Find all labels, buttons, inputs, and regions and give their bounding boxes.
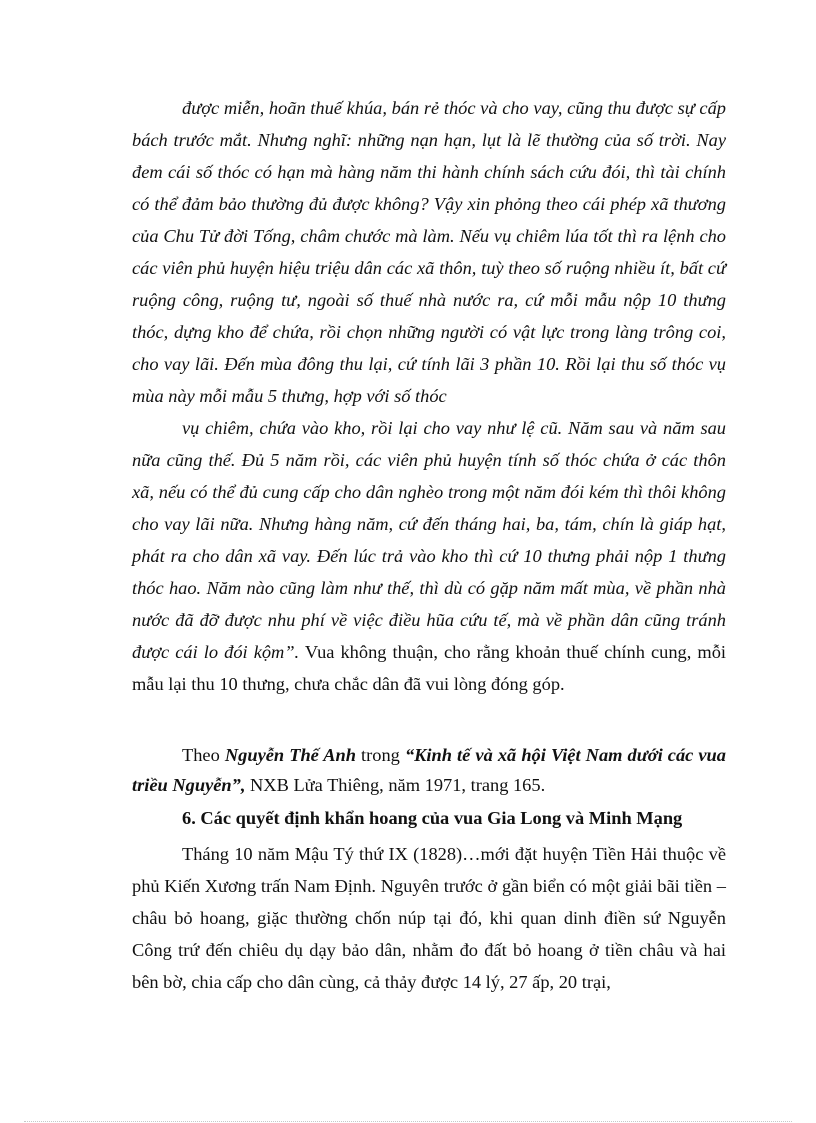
quote-paragraph-1	[132, 92, 726, 412]
citation-prefix: Theo	[182, 745, 225, 765]
quoted-passage	[132, 92, 726, 700]
citation-middle: trong	[355, 745, 405, 765]
citation-author: Nguyễn Thế Anh	[224, 745, 356, 765]
section-body: Tháng 10 năm Mậu Tý thứ IX (1828)…mới đặt huyện Tiền Hải thuộc về phủ Kiến Xương trấn Nam Định. Nguyên trước ở gần biển có một giải bãi tiền – châu bỏ hoang, giặc thường chốn núp tại đó, khi quan dinh điền sứ Nguyễn Công trứ đến chiêu dụ dạy bảo dân, nhằm đo đất bỏ hoang ở tiền châu và hai bên bờ, chia cấp cho dân cùng, cả thảy được 14 lý, 27 ấp, 20 trại,	[132, 844, 726, 992]
quote-paragraph-2-tail: Vua không thuận, cho rằng khoản thuế chính cung, mỗi mẫu lại thu 10 thưng, chưa chắc dân đã vui lòng đóng góp.	[132, 642, 726, 694]
citation-suffix: NXB Lửa Thiêng, năm 1971, trang 165.	[245, 775, 546, 795]
page-bottom-rule	[24, 1121, 792, 1122]
citation	[132, 740, 726, 800]
quote-paragraph-2	[132, 412, 726, 700]
quote-paragraph-1-text: được miễn, hoãn thuế khúa, bán rẻ thóc và cho vay, cũng thu được sự cấp bách trước mắt. Nhưng nghĩ: những nạn hạn, lụt là lẽ thường của số trời. Nay đem cái số thóc có hạn mà hàng năm thi hành chính sách cứu đói, thì tài chính có thể đảm bảo thường đủ được không? Vậy xin phỏng theo cái phép xã thương của Chu Tử đời Tống, châm chước mà làm. Nếu vụ chiêm lúa tốt thì ra lệnh cho các viên phủ huyện hiệu triệu dân các xã thôn, tuỳ theo số ruộng nhiều ít, bất cứ ruộng công, ruộng tư, ngoài số thuế nhà nước ra, cứ mỗi mẫu nộp 10 thưng thóc, dựng kho để chứa, rồi chọn những người có vật lực trong làng trông coi, cho vay lãi. Đến mùa đông thu lại, cứ tính lãi 3 phần 10. Rồi lại thu số thóc vụ mùa này mỗi mẫu 5 thưng, hợp với số thóc	[132, 98, 726, 406]
citation-work-title: “Kinh tế và xã hội Việt Nam dưới các vua triều Nguyễn”,	[132, 745, 726, 795]
section-heading: 6. Các quyết định khẩn hoang của vua Gia Long và Minh Mạng	[182, 808, 683, 828]
quote-paragraph-2-text: vụ chiêm, chứa vào kho, rồi lại cho vay như lệ cũ. Năm sau và năm sau nữa cũng thế. Đủ 5 năm rồi, các viên phủ huyện tính số thóc chứa ở các thôn xã, nếu có thể đủ cung cấp cho dân nghèo trong một năm đói kém thì thôi không cho vay lãi nữa. Nhưng hàng năm, cứ đến tháng hai, ba, tám, chín là giáp hạt, phát ra cho dân xã vay. Đến lúc trả vào kho thì cứ 10 thưng phải nộp 1 thưng thóc hao. Năm nào cũng làm như thế, thì dù có gặp năm mất mùa, về phần nhà nước đã đỡ được nhu phí về việc điều hũa cứu tế, mà về phần dân cũng tránh được cái lo đói kộm”.	[132, 418, 726, 662]
